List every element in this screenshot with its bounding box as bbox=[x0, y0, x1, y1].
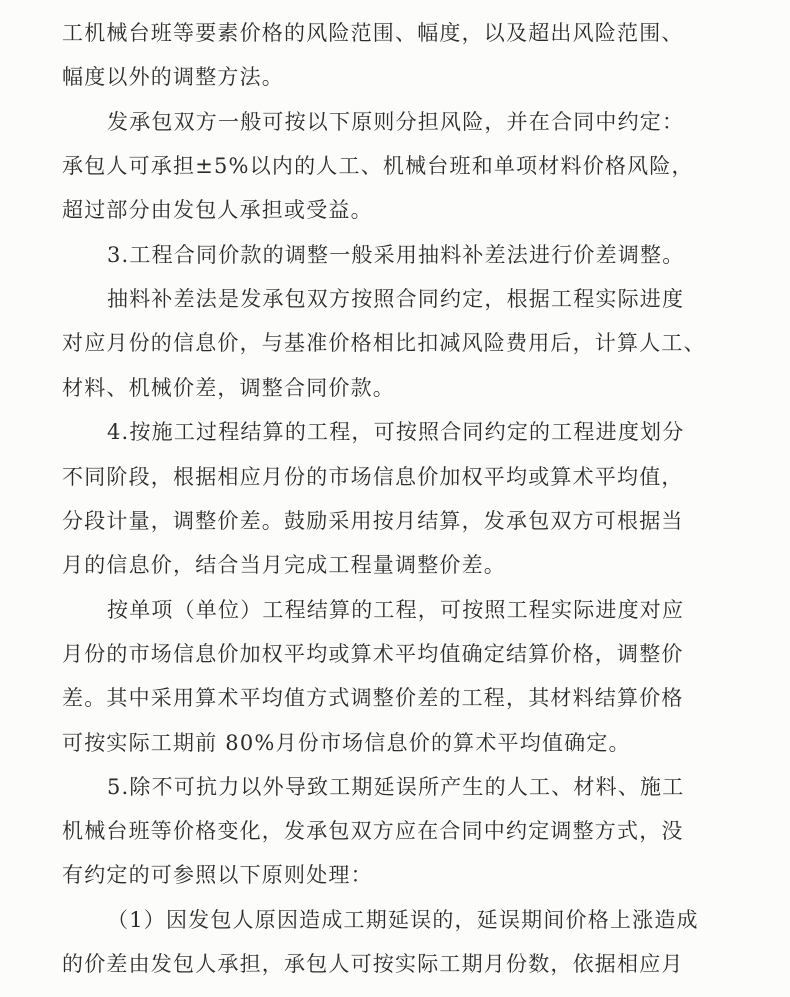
paragraph-start-line: 发承包双方一般可按以下原则分担风险，并在合同中约定： bbox=[107, 110, 685, 134]
text-line: 的价差由发包人承担，承包人可按实际工期月份数，依据相应月 bbox=[62, 952, 684, 976]
text-line: 可按实际工期前 80%月份市场信息价的算术平均值确定。 bbox=[62, 731, 631, 755]
text-line: 机械台班等价格变化，发承包双方应在合同中约定调整方式，没 bbox=[62, 819, 684, 843]
text-line: 幅度以外的调整方法。 bbox=[62, 65, 284, 89]
list-item-1-line: （1）因发包人原因造成工期延误的，延误期间价格上涨造成 bbox=[107, 908, 699, 932]
text-line: 月份的市场信息价加权平均或算术平均值确定结算价格，调整价 bbox=[62, 642, 684, 666]
paragraph-start-line: 按单项（单位）工程结算的工程，可按照工程实际进度对应 bbox=[107, 598, 685, 622]
text-line: 差。其中采用算术平均值方式调整价差的工程，其材料结算价格 bbox=[62, 686, 684, 710]
text-line: 超过部分由发包人承担或受益。 bbox=[62, 198, 373, 222]
paragraph-start-line: 抽料补差法是发承包双方按照合同约定，根据工程实际进度 bbox=[107, 287, 685, 311]
text-line: 不同阶段，根据相应月份的市场信息价加权平均或算术平均值， bbox=[62, 465, 684, 489]
text-line: 材料、机械价差，调整合同价款。 bbox=[62, 376, 395, 400]
text-line: 分段计量，调整价差。鼓励采用按月结算，发承包双方可根据当 bbox=[62, 509, 684, 533]
text-line: 工机械台班等要素价格的风险范围、幅度，以及超出风险范围、 bbox=[62, 21, 684, 45]
text-line: 对应月份的信息价，与基准价格相比扣减风险费用后，计算人工、 bbox=[62, 331, 706, 355]
section-5-heading-line: 5.除不可抗力以外导致工期延误所产生的人工、材料、施工 bbox=[107, 775, 685, 799]
section-4-heading-line: 4.按施工过程结算的工程，可按照合同约定的工程进度划分 bbox=[107, 420, 685, 444]
text-line: 月的信息价，结合当月完成工程量调整价差。 bbox=[62, 553, 506, 577]
text-line: 承包人可承担±5%以内的人工、机械台班和单项材料价格风险， bbox=[62, 154, 694, 178]
section-3-heading-line: 3.工程合同价款的调整一般采用抽料补差法进行价差调整。 bbox=[107, 243, 685, 267]
text-line: 有约定的可参照以下原则处理： bbox=[62, 863, 373, 887]
